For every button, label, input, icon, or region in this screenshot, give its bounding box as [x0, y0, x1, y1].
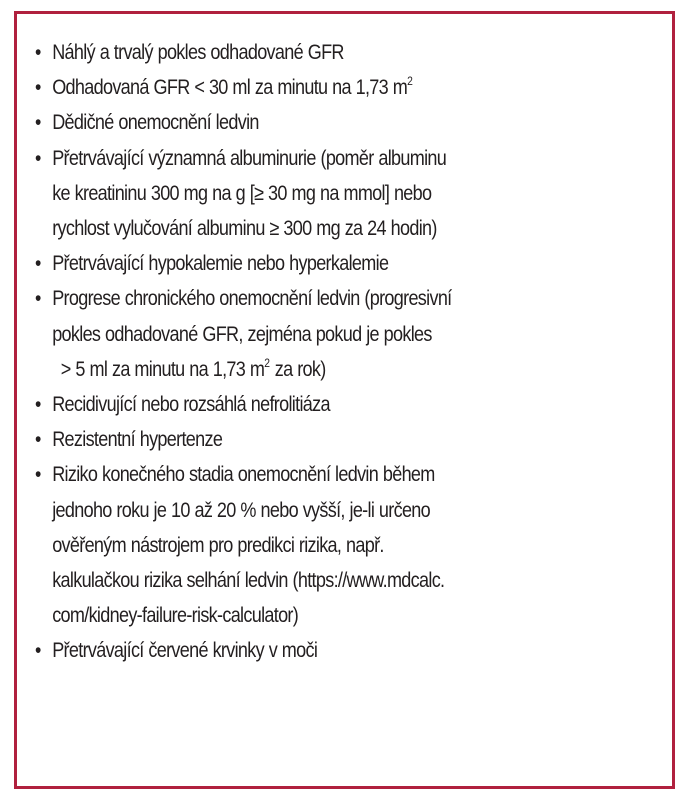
bullet-icon: •: [35, 287, 41, 311]
superscript: 2: [264, 355, 271, 370]
item-text-line: ověřeným nástrojem pro predikci rizika, např.: [52, 533, 384, 557]
item-text-line: Přetrvávající významná albuminurie (poměr albuminu: [52, 146, 447, 170]
bullet-icon: •: [35, 41, 41, 64]
item-text-part: za rok): [270, 357, 326, 381]
item-text-line: rychlost vylučování albuminu ≥ 300 mg za 24 hodin): [52, 217, 437, 241]
item-text: Rezistentní hypertenze: [52, 428, 223, 452]
item-text-main: Odhadovaná GFR < 30 ml za minutu na 1,73 m: [52, 76, 408, 100]
list-item: [35, 387, 674, 422]
superscript: 2: [407, 74, 413, 89]
item-text-line: com/kidney-failure-risk-calculator): [52, 604, 299, 628]
bullet-icon: •: [35, 146, 41, 170]
item-text: Přetrvávající hypokalemie nebo hyperkalemie: [52, 252, 389, 276]
item-text-line: pokles odhadované GFR, zejména pokud je pokles: [52, 322, 432, 346]
list-item: [35, 246, 674, 281]
list-item: [35, 35, 674, 70]
item-text: Dědičné onemocnění ledvin: [52, 111, 259, 135]
list-item: [35, 633, 674, 668]
bullet-icon: •: [35, 111, 41, 135]
bullet-icon: •: [35, 639, 41, 663]
bullet-icon: •: [35, 252, 41, 276]
item-text-line: Riziko konečného stadia onemocnění ledvin během: [52, 463, 435, 487]
list-item: [35, 141, 674, 247]
item-text-line: ke kreatininu 300 mg na g [≥ 30 mg na mmol] nebo: [52, 181, 432, 205]
item-text: Recidivující nebo rozsáhlá nefrolitiáza: [52, 393, 330, 417]
item-text-line: kalkulačkou rizika selhání ledvin (https://www.mdcalc.: [52, 569, 445, 593]
criteria-box: [14, 11, 675, 789]
item-text: [52, 70, 673, 105]
bullet-icon: •: [35, 463, 41, 487]
bullet-icon: •: [35, 393, 41, 417]
list-item: [35, 281, 674, 387]
item-text-part: > 5 ml za minutu na 1,73 m: [60, 357, 265, 381]
bullet-icon: •: [35, 428, 41, 452]
item-text-line: Progrese chronického onemocnění ledvin (progresivní: [52, 287, 452, 311]
criteria-list: [35, 35, 658, 669]
bullet-icon: •: [35, 76, 41, 100]
list-item: [35, 457, 674, 633]
item-text-line: jednoho roku je 10 až 20 % nebo vyšší, je-li určeno: [52, 498, 431, 522]
item-text: Přetrvávající červené krvinky v moči: [52, 639, 318, 663]
list-item: [35, 70, 674, 105]
item-text: Náhlý a trvalý pokles odhadované GFR: [52, 41, 344, 64]
list-item: [35, 422, 674, 457]
list-item: [35, 105, 674, 140]
item-text-line: [52, 352, 673, 387]
